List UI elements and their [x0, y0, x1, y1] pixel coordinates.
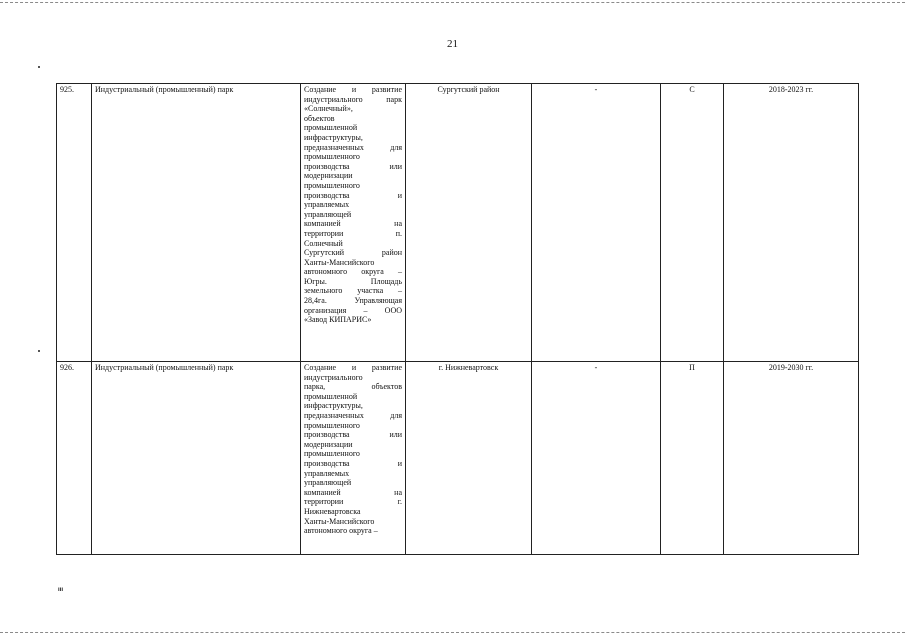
row-number: 925. [57, 84, 92, 362]
description-line: управляемых [304, 200, 350, 210]
description-line: инфраструктуры, [304, 401, 363, 411]
description-line: предназначенных для [304, 142, 402, 152]
scan-bottom-edge [0, 632, 905, 633]
description-line: предназначенных для [304, 410, 402, 420]
description-line: Солнечный [304, 238, 343, 248]
description-line: автономного округа – [304, 267, 402, 277]
description-line: компанией на [304, 219, 402, 229]
implementation-period: 2018-2023 гг. [724, 84, 859, 362]
description-line: управляемых [304, 468, 350, 478]
description-line: индустриального парк [304, 94, 402, 104]
object-name: Индустриальный (промышленный) парк [92, 84, 301, 362]
description-line: промышленного [304, 449, 360, 459]
description-line: Югры. Площадь [304, 276, 402, 286]
description-line: парка, объектов [304, 382, 402, 392]
object-location: Сургутский район [406, 84, 532, 362]
description-line: территории п. [304, 228, 402, 238]
description-line: организация – ООО [304, 305, 402, 315]
description-line: модернизации [304, 439, 353, 449]
description-line: Создание и развитие [304, 85, 402, 94]
description-line: Ханты-Мансийского [304, 516, 375, 526]
object-location: г. Нижневартовск [406, 362, 532, 555]
description-line: управляющей [304, 209, 352, 219]
description-line: управляющей [304, 478, 352, 488]
implementation-period: 2019-2030 гг. [724, 362, 859, 555]
object-name: Индустриальный (промышленный) парк [92, 362, 301, 555]
description-line: Нижневартовска [304, 506, 361, 516]
description-line: автономного округа – [304, 526, 378, 536]
description-line: земельного участка – [304, 286, 402, 296]
description-line: производства и [304, 190, 402, 200]
page-number: 21 [447, 38, 458, 50]
description-line: производства или [304, 430, 402, 440]
description-line: «Завод КИПАРИС» [304, 315, 372, 325]
status-code: С [661, 84, 724, 362]
description-line: Сургутский район [304, 248, 402, 258]
description-line: Создание и развитие [304, 363, 402, 372]
empty-value: - [532, 362, 661, 555]
description-line: инфраструктуры, [304, 132, 363, 142]
description-line: 28,4га. Управляющая [304, 296, 402, 306]
empty-value: - [532, 84, 661, 362]
description-line: территории г. [304, 497, 402, 507]
description-line: Ханты-Мансийского [304, 257, 375, 267]
object-description [301, 84, 406, 362]
table-row [57, 362, 859, 555]
description-line: модернизации [304, 171, 353, 181]
scan-speck [38, 350, 40, 352]
description-line: производства или [304, 161, 402, 171]
table-row [57, 84, 859, 362]
description-line: производства и [304, 458, 402, 468]
description-line: промышленного [304, 152, 360, 162]
description-line: индустриального [304, 372, 363, 382]
status-code: П [661, 362, 724, 555]
object-description [301, 362, 406, 555]
footer-mark: ııı [58, 587, 64, 593]
scan-speck [38, 66, 40, 68]
description-line: компанией на [304, 487, 402, 497]
scan-top-edge [0, 2, 905, 3]
description-line: «Солнечный», [304, 104, 353, 114]
description-line: промышленного [304, 420, 360, 430]
description-line: промышленной [304, 391, 358, 401]
description-line: объектов [304, 113, 335, 123]
register-table [56, 83, 859, 555]
description-line: промышленного [304, 180, 360, 190]
description-line: промышленной [304, 123, 358, 133]
row-number: 926. [57, 362, 92, 555]
